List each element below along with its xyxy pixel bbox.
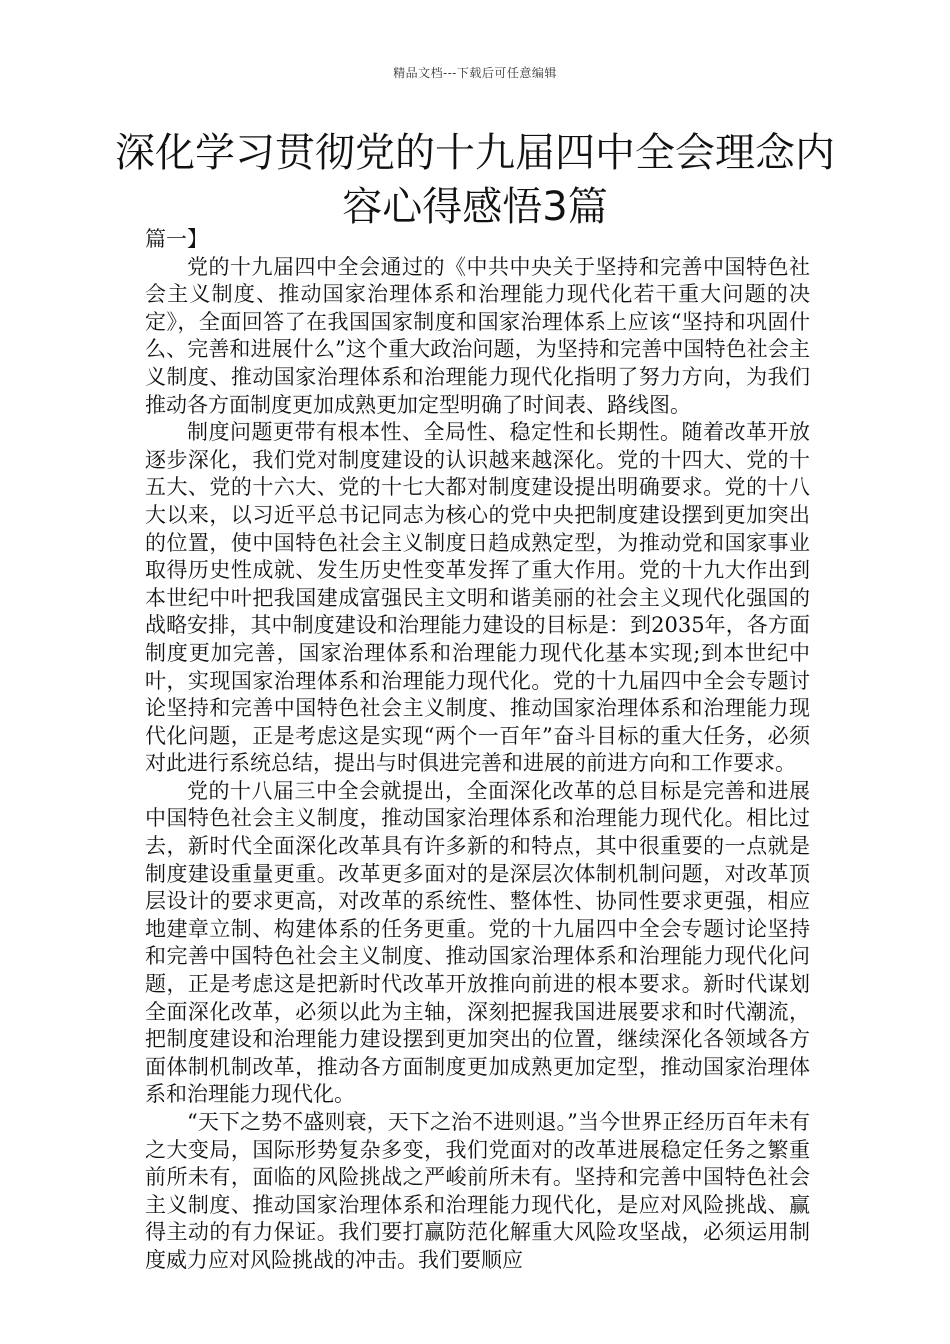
paragraph-3: 党的十八届三中全会就提出，全面深化改革的总目标是完善和进展中国特色社会主义制度，推动国家治理体系和治理能力现代化。相比过去，新时代全面深化改革具有许多新的和特点，其中很重要的一点就是制度建设重量更重。改革更多面对的是深层次体制机制问题，对改革顶层设计的要求更高，对改革的系统性、整体性、协同性要求更强，相应地建章立制、构建体系的任务更重。党的十九届四中全会专题讨论坚持和完善中国特色社会主义制度、推动国家治理体系和治理能力现代化问题，正是考虑这是把新时代改革开放推向前进的根本要求。新时代谋划全面深化改革，必须以此为主轴，深刻把握我国进展要求和时代潮流，把制度建设和治理能力建设摆到更加突出的位置，继续深化各领域各方面体制机制改革，推动各方面制度更加成熟更加定型，推动国家治理体系和治理能力现代化。 [145, 778, 810, 1107]
document-title: 深化学习贯彻党的十九届四中全会理念内容心得感悟3篇 [115, 130, 835, 230]
paragraph-4: “天下之势不盛则衰，天下之治不进则退。”当今世界正经历百年未有之大变局，国际形势复杂多变，我们党面对的改革进展稳定任务之繁重前所未有，面临的风险挑战之严峻前所未有。坚持和完善中国特色社会主义制度、推动国家治理体系和治理能力现代化，是应对风险挑战、赢得主动的有力保证。我们要打赢防范化解重大风险攻坚战，必须运用制度威力应对风险挑战的冲击。我们要顺应 [145, 1110, 810, 1272]
page-header: 精品文档---下载后可任意编辑 [393, 66, 557, 80]
paragraph-1: 党的十九届四中全会通过的《中共中央关于坚持和完善中国特色社会主义制度、推动国家治理体系和治理能力现代化若干重大问题的决定》，全面回答了在我国国家制度和国家治理体系上应该“坚持和巩固什么、完善和进展什么”这个重大政治问题，为坚持和完善中国特色社会主义制度、推动国家治理体系和治理能力现代化指明了努力方向，为我们推动各方面制度更加成熟更加定型明确了时间表、路线图。 [145, 254, 810, 417]
section-label: 篇一】 [145, 227, 208, 251]
paragraph-2: 制度问题更带有根本性、全局性、稳定性和长期性。随着改革开放逐步深化，我们党对制度建设的认识越来越深化。党的十四大、党的十五大、党的十六大、党的十七大都对制度建设提出明确要求。党的十八大以来，以习近平总书记同志为核心的党中央把制度建设摆到更加突出的位置，使中国特色社会主义制度日趋成熟定型，为推动党和国家事业取得历史性成就、发生历史性变革发挥了重大作用。党的十九大作出到本世纪中叶把我国建成富强民主文明和谐美丽的社会主义现代化强国的战略安排，其中制度建设和治理能力建设的目标是：到2035年，各方面制度更加完善，国家治理体系和治理能力现代化基本实现;到本世纪中叶，实现国家治理体系和治理能力现代化。党的十九届四中全会专题讨论坚持和完善中国特色社会主义制度、推动国家治理体系和治理能力现代化问题，正是考虑这是实现“两个一百年”奋斗目标的重大任务，必须对此进行系统总结，提出与时俱进完善和进展的前进方向和工作要求。 [145, 420, 810, 776]
document-body [145, 226, 810, 1275]
